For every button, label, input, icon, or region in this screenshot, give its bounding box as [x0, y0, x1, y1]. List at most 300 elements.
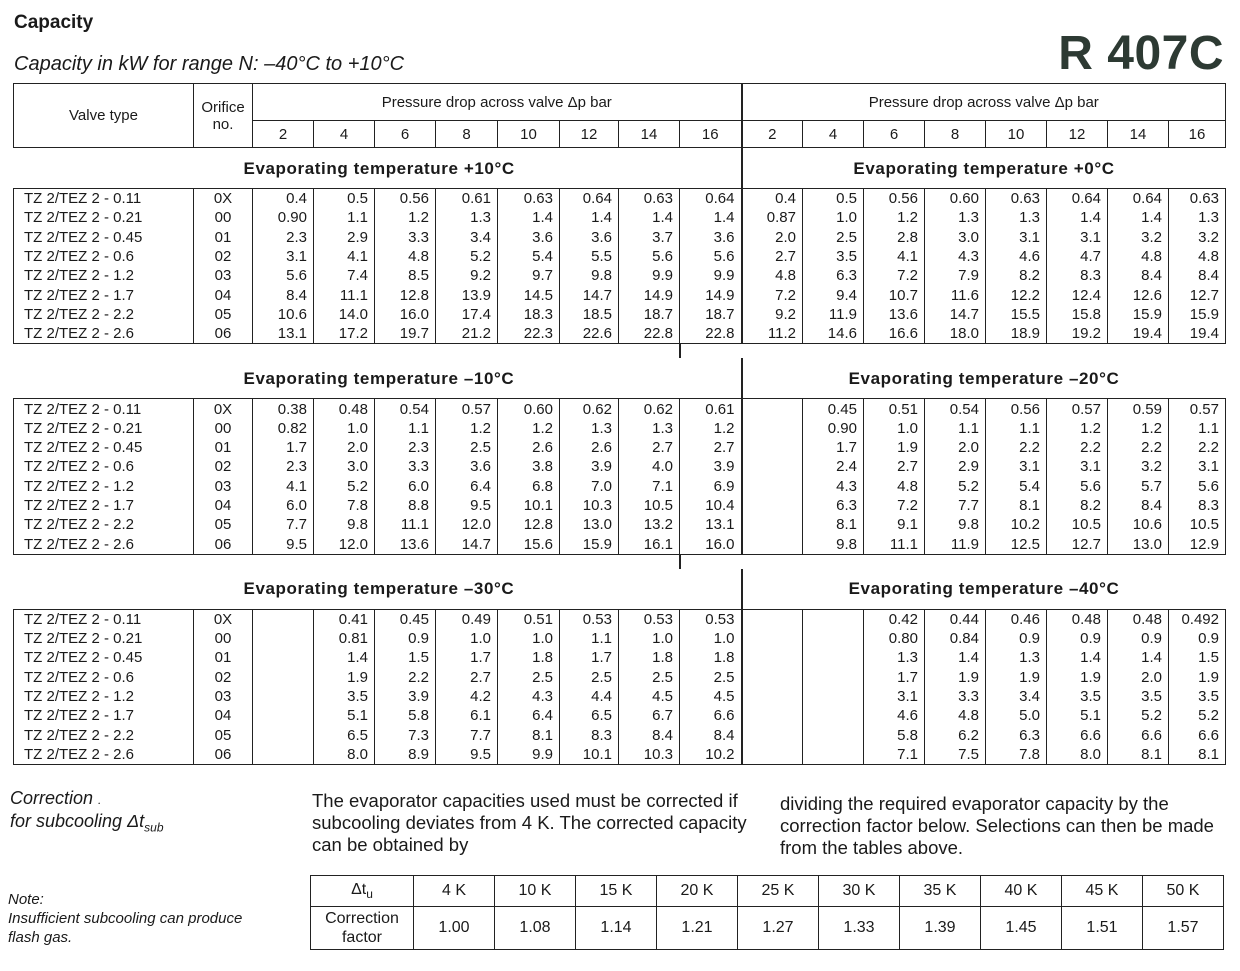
capacity-value-cell: 4.8 [1169, 247, 1226, 266]
capacity-value-cell: 0.59 [1108, 399, 1169, 419]
capacity-value-cell [742, 496, 803, 515]
capacity-value-cell: 1.3 [560, 419, 619, 438]
valve-type-cell: TZ 2/TEZ 2 - 0.21 [14, 629, 194, 648]
capacity-value-cell: 14.9 [680, 285, 742, 304]
table-row [14, 228, 1226, 247]
table-row [14, 477, 1226, 496]
capacity-value-cell: 2.7 [864, 457, 925, 476]
correction-head-label [311, 876, 414, 907]
capacity-value-cell: 2.7 [436, 668, 498, 687]
capacity-value-cell: 13.0 [560, 515, 619, 534]
capacity-value-cell [253, 726, 314, 745]
valve-type-cell: TZ 2/TEZ 2 - 2.6 [14, 324, 194, 344]
capacity-value-cell: 0.49 [436, 609, 498, 629]
capacity-value-cell: 2.7 [619, 438, 680, 457]
capacity-value-cell: 10.5 [1169, 515, 1226, 534]
capacity-value-cell: 0.45 [375, 609, 436, 629]
capacity-value-cell: 3.0 [925, 228, 986, 247]
capacity-value-cell: 4.4 [560, 687, 619, 706]
capacity-value-cell: 12.8 [498, 515, 560, 534]
correction-row-label [311, 907, 414, 950]
capacity-value-cell: 3.2 [1108, 457, 1169, 476]
capacity-value-cell: 5.6 [1047, 477, 1108, 496]
capacity-value-cell: 5.6 [619, 247, 680, 266]
capacity-value-cell: 12.7 [1169, 285, 1226, 304]
capacity-value-cell: 0.62 [560, 399, 619, 419]
capacity-value-cell: 9.5 [436, 496, 498, 515]
capacity-value-cell: 0.51 [498, 609, 560, 629]
capacity-value-cell: 1.8 [619, 648, 680, 667]
capacity-value-cell [742, 609, 803, 629]
orifice-cell: 00 [194, 419, 253, 438]
valve-type-cell: TZ 2/TEZ 2 - 2.6 [14, 534, 194, 554]
capacity-value-cell: 2.3 [375, 438, 436, 457]
capacity-value-cell: 1.0 [498, 629, 560, 648]
table-row [14, 266, 1226, 285]
capacity-value-cell: 1.4 [1047, 208, 1108, 227]
capacity-value-cell: 8.1 [986, 496, 1047, 515]
correction-factor-cell: 1.33 [819, 907, 900, 950]
capacity-value-cell: 3.1 [253, 247, 314, 266]
capacity-value-cell: 1.2 [375, 208, 436, 227]
capacity-value-cell: 2.7 [680, 438, 742, 457]
capacity-value-cell: 2.3 [253, 228, 314, 247]
pressure-header-cell: 4 [803, 121, 864, 148]
capacity-value-cell: 2.0 [314, 438, 375, 457]
spacer-cell [680, 344, 1226, 359]
capacity-value-cell: 9.8 [314, 515, 375, 534]
capacity-value-cell: 2.5 [803, 228, 864, 247]
capacity-value-cell: 9.9 [619, 266, 680, 285]
capacity-value-cell: 6.7 [619, 706, 680, 725]
capacity-value-cell: 4.8 [1108, 247, 1169, 266]
capacity-value-cell: 2.8 [864, 228, 925, 247]
capacity-value-cell: 1.9 [864, 438, 925, 457]
capacity-value-cell: 1.0 [619, 629, 680, 648]
capacity-value-cell: 13.1 [253, 324, 314, 344]
capacity-value-cell: 4.2 [436, 687, 498, 706]
capacity-value-cell: 15.6 [498, 534, 560, 554]
capacity-value-cell: 15.5 [986, 305, 1047, 324]
capacity-value-cell: 13.9 [436, 285, 498, 304]
capacity-value-cell: 18.3 [498, 305, 560, 324]
capacity-value-cell [742, 668, 803, 687]
orifice-cell: 0X [194, 189, 253, 209]
valve-type-cell: TZ 2/TEZ 2 - 0.11 [14, 399, 194, 419]
capacity-value-cell: 1.9 [925, 668, 986, 687]
capacity-value-cell: 1.4 [1108, 208, 1169, 227]
capacity-value-cell: 0.56 [375, 189, 436, 209]
capacity-value-cell: 2.5 [560, 668, 619, 687]
capacity-value-cell: 12.7 [1047, 534, 1108, 554]
capacity-value-cell: 0.54 [925, 399, 986, 419]
spacer-cell [680, 554, 1226, 569]
pressure-header-cell: 2 [253, 121, 314, 148]
capacity-value-cell: 9.2 [742, 305, 803, 324]
pressure-drop-header-right: Pressure drop across valve Δp bar [742, 84, 1226, 121]
page-title: Capacity [14, 12, 94, 33]
capacity-value-cell: 12.6 [1108, 285, 1169, 304]
table-row [14, 208, 1226, 227]
capacity-value-cell: 3.8 [498, 457, 560, 476]
capacity-value-cell: 3.0 [314, 457, 375, 476]
table-row [14, 534, 1226, 554]
capacity-value-cell: 7.5 [925, 745, 986, 765]
capacity-value-cell: 8.3 [1047, 266, 1108, 285]
correction-text-right: dividing the required evaporator capacity by the correction factor below. Selections can then be made from the tables above. [780, 793, 1214, 858]
capacity-value-cell: 7.8 [986, 745, 1047, 765]
capacity-value-cell: 4.8 [925, 706, 986, 725]
capacity-value-cell: 2.9 [925, 457, 986, 476]
capacity-value-cell: 15.9 [560, 534, 619, 554]
delta-t-sub: u [366, 887, 373, 902]
capacity-value-cell: 9.4 [803, 285, 864, 304]
valve-type-cell: TZ 2/TEZ 2 - 1.7 [14, 496, 194, 515]
capacity-value-cell [803, 648, 864, 667]
capacity-value-cell: 5.5 [560, 247, 619, 266]
capacity-value-cell: 6.3 [803, 266, 864, 285]
capacity-value-cell: 2.4 [803, 457, 864, 476]
capacity-value-cell: 8.1 [1169, 745, 1226, 765]
section-title-right: Evaporating temperature +0°C [742, 148, 1226, 189]
orifice-cell: 05 [194, 726, 253, 745]
capacity-value-cell: 1.2 [864, 208, 925, 227]
capacity-value-cell: 10.5 [619, 496, 680, 515]
capacity-value-cell: 10.3 [560, 496, 619, 515]
correction-factor-cell: 1.00 [414, 907, 495, 950]
capacity-value-cell: 12.0 [314, 534, 375, 554]
capacity-value-cell: 2.2 [375, 668, 436, 687]
capacity-value-cell: 4.8 [375, 247, 436, 266]
capacity-value-cell: 11.9 [925, 534, 986, 554]
capacity-value-cell: 22.6 [560, 324, 619, 344]
capacity-value-cell: 7.2 [864, 266, 925, 285]
orifice-cell: 06 [194, 324, 253, 344]
capacity-value-cell: 4.6 [864, 706, 925, 725]
capacity-value-cell: 3.2 [1108, 228, 1169, 247]
pressure-header-cell: 6 [864, 121, 925, 148]
valve-type-cell: TZ 2/TEZ 2 - 1.2 [14, 687, 194, 706]
correction-factor-cell: 1.39 [900, 907, 981, 950]
pressure-header-cell: 4 [314, 121, 375, 148]
capacity-value-cell [253, 629, 314, 648]
capacity-value-cell: 1.1 [925, 419, 986, 438]
correction-title-line1: Correction [10, 788, 94, 808]
capacity-value-cell [742, 629, 803, 648]
capacity-value-cell: 3.1 [864, 687, 925, 706]
valve-type-cell: TZ 2/TEZ 2 - 0.6 [14, 247, 194, 266]
valve-type-cell: TZ 2/TEZ 2 - 0.6 [14, 668, 194, 687]
capacity-value-cell [742, 745, 803, 765]
table-row [14, 609, 1226, 629]
capacity-value-cell: 5.2 [925, 477, 986, 496]
capacity-value-cell: 5.6 [253, 266, 314, 285]
table-row [14, 247, 1226, 266]
note-line2: flash gas. [8, 929, 73, 946]
capacity-value-cell: 9.2 [436, 266, 498, 285]
correction-text-left: The evaporator capacities used must be corrected if subcooling deviates from 4 K. The corrected capacity can be obtained by [312, 790, 747, 855]
capacity-value-cell: 0.64 [560, 189, 619, 209]
capacity-value-cell: 0.41 [314, 609, 375, 629]
capacity-value-cell: 2.5 [619, 668, 680, 687]
capacity-value-cell: 6.0 [253, 496, 314, 515]
capacity-value-cell: 1.1 [1169, 419, 1226, 438]
capacity-value-cell: 7.1 [619, 477, 680, 496]
table-row [14, 438, 1226, 457]
capacity-value-cell: 4.5 [680, 687, 742, 706]
table-row [14, 629, 1226, 648]
pressure-header-cell: 12 [1047, 121, 1108, 148]
correction-row-label-1: Correction [325, 910, 399, 927]
capacity-value-cell: 7.2 [864, 496, 925, 515]
capacity-value-cell: 8.0 [1047, 745, 1108, 765]
capacity-value-cell: 0.64 [680, 189, 742, 209]
capacity-value-cell: 10.2 [986, 515, 1047, 534]
correction-title-line2: for subcooling Δt [10, 811, 145, 831]
capacity-value-cell: 1.5 [375, 648, 436, 667]
capacity-value-cell: 11.2 [742, 324, 803, 344]
capacity-value-cell: 1.3 [986, 648, 1047, 667]
orifice-cell: 03 [194, 687, 253, 706]
capacity-value-cell: 1.4 [314, 648, 375, 667]
refrigerant-label: R 407C [1058, 27, 1224, 80]
pressure-header-cell: 6 [375, 121, 436, 148]
orifice-cell: 00 [194, 208, 253, 227]
table-row [14, 189, 1226, 209]
capacity-value-cell: 1.2 [1108, 419, 1169, 438]
capacity-value-cell: 6.9 [680, 477, 742, 496]
capacity-value-cell: 12.9 [1169, 534, 1226, 554]
capacity-value-cell: 0.5 [314, 189, 375, 209]
capacity-value-cell: 8.4 [1108, 496, 1169, 515]
capacity-value-cell: 8.3 [560, 726, 619, 745]
capacity-value-cell: 1.7 [253, 438, 314, 457]
capacity-value-cell: 1.1 [375, 419, 436, 438]
capacity-value-cell: 5.0 [986, 706, 1047, 725]
valve-type-cell: TZ 2/TEZ 2 - 0.45 [14, 228, 194, 247]
capacity-value-cell: 8.0 [314, 745, 375, 765]
capacity-value-cell: 11.6 [925, 285, 986, 304]
capacity-value-cell: 1.9 [986, 668, 1047, 687]
capacity-value-cell [742, 477, 803, 496]
pressure-header-cell: 12 [560, 121, 619, 148]
capacity-value-cell: 3.3 [375, 457, 436, 476]
capacity-value-cell: 2.5 [680, 668, 742, 687]
capacity-value-cell: 4.3 [803, 477, 864, 496]
capacity-value-cell: 0.90 [253, 208, 314, 227]
valve-type-cell: TZ 2/TEZ 2 - 0.45 [14, 648, 194, 667]
correction-factor-cell: 1.14 [576, 907, 657, 950]
table-row [14, 648, 1226, 667]
capacity-value-cell: 1.4 [498, 208, 560, 227]
capacity-value-cell [253, 706, 314, 725]
capacity-value-cell: 2.2 [986, 438, 1047, 457]
table-row [14, 515, 1226, 534]
subcooling-temp-cell: 50 K [1143, 876, 1224, 907]
capacity-value-cell: 7.8 [314, 496, 375, 515]
capacity-value-cell: 5.2 [436, 247, 498, 266]
valve-type-cell: TZ 2/TEZ 2 - 0.45 [14, 438, 194, 457]
capacity-value-cell: 5.6 [680, 247, 742, 266]
capacity-value-cell: 0.87 [742, 208, 803, 227]
capacity-value-cell: 14.7 [925, 305, 986, 324]
spacer-row [14, 344, 1226, 359]
capacity-value-cell: 2.2 [1108, 438, 1169, 457]
capacity-value-cell: 0.56 [986, 399, 1047, 419]
capacity-value-cell: 22.3 [498, 324, 560, 344]
capacity-value-cell: 4.6 [986, 247, 1047, 266]
capacity-value-cell: 3.5 [314, 687, 375, 706]
capacity-value-cell: 1.4 [560, 208, 619, 227]
capacity-value-cell: 10.2 [680, 745, 742, 765]
capacity-value-cell: 3.5 [1169, 687, 1226, 706]
capacity-value-cell: 1.0 [314, 419, 375, 438]
capacity-value-cell: 16.6 [864, 324, 925, 344]
capacity-value-cell [742, 457, 803, 476]
capacity-value-cell: 1.5 [1169, 648, 1226, 667]
valve-type-cell: TZ 2/TEZ 2 - 0.21 [14, 208, 194, 227]
correction-factor-table [310, 875, 1224, 950]
capacity-value-cell: 0.51 [864, 399, 925, 419]
valve-type-cell: TZ 2/TEZ 2 - 1.2 [14, 477, 194, 496]
capacity-value-cell: 5.2 [1169, 706, 1226, 725]
capacity-value-cell: 0.62 [619, 399, 680, 419]
capacity-value-cell [803, 726, 864, 745]
spacer-cell [14, 344, 680, 359]
capacity-value-cell [742, 706, 803, 725]
capacity-value-cell: 3.4 [436, 228, 498, 247]
capacity-value-cell: 2.6 [498, 438, 560, 457]
capacity-value-cell: 17.2 [314, 324, 375, 344]
capacity-value-cell: 7.2 [742, 285, 803, 304]
capacity-value-cell: 3.2 [1169, 228, 1226, 247]
capacity-value-cell: 0.57 [1047, 399, 1108, 419]
capacity-value-cell: 1.8 [498, 648, 560, 667]
capacity-value-cell: 0.57 [1169, 399, 1226, 419]
capacity-value-cell: 13.6 [375, 534, 436, 554]
capacity-value-cell: 1.9 [1169, 668, 1226, 687]
capacity-value-cell: 10.3 [619, 745, 680, 765]
capacity-value-cell: 12.2 [986, 285, 1047, 304]
capacity-value-cell: 1.0 [680, 629, 742, 648]
section-title-row [14, 358, 1226, 399]
capacity-value-cell: 4.7 [1047, 247, 1108, 266]
pressure-header-cell: 16 [1169, 121, 1226, 148]
capacity-value-cell: 3.6 [680, 228, 742, 247]
capacity-value-cell: 0.81 [314, 629, 375, 648]
capacity-value-cell: 0.60 [498, 399, 560, 419]
capacity-value-cell: 8.4 [1169, 266, 1226, 285]
capacity-value-cell: 4.1 [253, 477, 314, 496]
capacity-value-cell: 10.6 [1108, 515, 1169, 534]
capacity-value-cell: 0.9 [1169, 629, 1226, 648]
capacity-table [13, 83, 1226, 765]
capacity-value-cell: 6.6 [680, 706, 742, 725]
capacity-value-cell: 2.0 [1108, 668, 1169, 687]
capacity-value-cell: 0.84 [925, 629, 986, 648]
capacity-value-cell: 0.54 [375, 399, 436, 419]
capacity-value-cell: 10.1 [560, 745, 619, 765]
valve-type-cell: TZ 2/TEZ 2 - 2.2 [14, 305, 194, 324]
valve-type-cell: TZ 2/TEZ 2 - 2.2 [14, 726, 194, 745]
capacity-value-cell: 0.90 [803, 419, 864, 438]
capacity-value-cell: 8.5 [375, 266, 436, 285]
subcooling-temp-cell: 30 K [819, 876, 900, 907]
capacity-value-cell: 8.4 [1108, 266, 1169, 285]
orifice-cell: 05 [194, 305, 253, 324]
capacity-value-cell: 13.6 [864, 305, 925, 324]
correction-row-label-2: factor [341, 929, 382, 946]
capacity-value-cell: 4.8 [742, 266, 803, 285]
capacity-value-cell: 3.1 [1047, 457, 1108, 476]
capacity-value-cell: 22.8 [680, 324, 742, 344]
capacity-value-cell: 11.1 [375, 515, 436, 534]
capacity-value-cell: 3.3 [375, 228, 436, 247]
capacity-value-cell: 0.9 [1108, 629, 1169, 648]
capacity-value-cell: 0.48 [1047, 609, 1108, 629]
capacity-value-cell: 9.5 [436, 745, 498, 765]
capacity-value-cell: 6.6 [1108, 726, 1169, 745]
capacity-value-cell: 3.1 [986, 457, 1047, 476]
capacity-value-cell: 5.8 [375, 706, 436, 725]
capacity-value-cell: 5.4 [986, 477, 1047, 496]
pressure-header-cell: 10 [986, 121, 1047, 148]
orifice-cell: 02 [194, 247, 253, 266]
capacity-value-cell: 9.8 [803, 534, 864, 554]
capacity-value-cell: 4.3 [925, 247, 986, 266]
capacity-value-cell: 0.61 [680, 399, 742, 419]
capacity-value-cell: 13.0 [1108, 534, 1169, 554]
capacity-value-cell [253, 668, 314, 687]
capacity-value-cell: 0.5 [803, 189, 864, 209]
capacity-value-cell: 5.2 [1108, 706, 1169, 725]
pressure-header-cell: 14 [619, 121, 680, 148]
correction-title: Correction . for subcooling $\Delta t_{sub}$ [10, 788, 164, 835]
capacity-value-cell: 8.9 [375, 745, 436, 765]
capacity-value-cell: 2.2 [1169, 438, 1226, 457]
spacer-cell [14, 554, 680, 569]
capacity-value-cell: 22.8 [619, 324, 680, 344]
capacity-value-cell: 0.63 [498, 189, 560, 209]
capacity-value-cell: 17.4 [436, 305, 498, 324]
correction-factor-cell: 1.51 [1062, 907, 1143, 950]
capacity-value-cell: 14.0 [314, 305, 375, 324]
capacity-value-cell: 5.7 [1108, 477, 1169, 496]
section-title-left: Evaporating temperature –10°C [243, 368, 515, 388]
capacity-value-cell: 6.1 [436, 706, 498, 725]
orifice-label-line2: no. [212, 115, 234, 133]
capacity-value-cell: 9.8 [560, 266, 619, 285]
capacity-value-cell: 13.2 [619, 515, 680, 534]
capacity-value-cell: 3.3 [925, 687, 986, 706]
capacity-value-cell: 1.1 [986, 419, 1047, 438]
pressure-header-cell: 2 [742, 121, 803, 148]
capacity-value-cell: 6.2 [925, 726, 986, 745]
orifice-cell: 04 [194, 706, 253, 725]
orifice-cell: 03 [194, 477, 253, 496]
page-subtitle: Capacity in kW for range N: –40°C to +10°C [14, 53, 405, 75]
capacity-value-cell [253, 609, 314, 629]
capacity-value-cell: 0.80 [864, 629, 925, 648]
pressure-header-cell: 10 [498, 121, 560, 148]
valve-type-cell: TZ 2/TEZ 2 - 0.6 [14, 457, 194, 476]
capacity-value-cell: 7.7 [436, 726, 498, 745]
capacity-value-cell: 0.46 [986, 609, 1047, 629]
capacity-value-cell: 5.2 [314, 477, 375, 496]
capacity-value-cell: 14.6 [803, 324, 864, 344]
capacity-value-cell: 6.5 [314, 726, 375, 745]
capacity-value-cell: 9.8 [925, 515, 986, 534]
